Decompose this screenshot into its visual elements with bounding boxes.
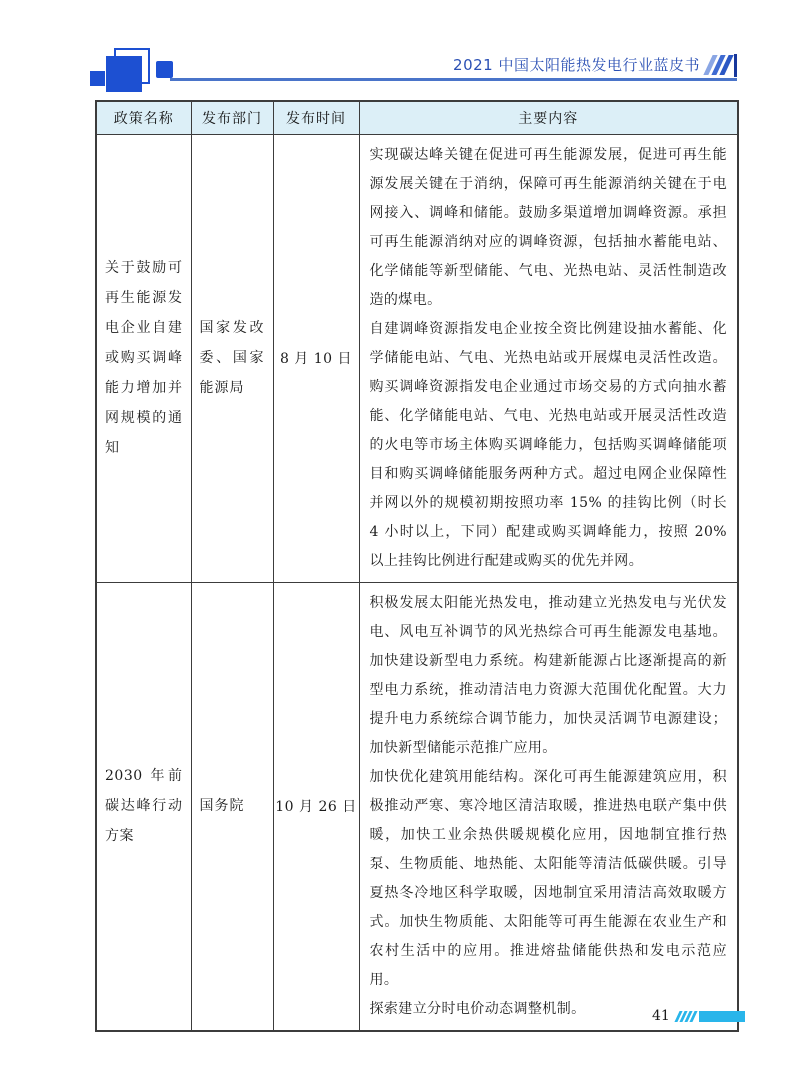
page-header [0, 0, 800, 100]
bluebook-logo [90, 46, 180, 98]
content-paragraph: 加快优化建筑用能结构。深化可再生能源建筑应用，积极推动严寒、寒冷地区清洁取暖，推进热电联产集中供暖，加快工业余热供暖规模化应用，因地制宜推行热泵、生物质能、地热能、太阳能等清洁低碳供暖。引导夏热冬冷地区科学取暖，因地制宜采用清洁高效取暖方式。加快生物质能、太阳能等可再生能源在农业生产和农村生活中的应用。推进熔盐储能供热和发电示范应用。 [369, 768, 727, 988]
running-head-title: 2021 中国太阳能热发电行业蓝皮书 [453, 56, 700, 74]
content-paragraph: 实现碳达峰关键在促进可再生能源发展，促进可再生能源发展关键在于消纳，保障可再生能源消纳关键在于电网接入、调峰和储能。鼓励多渠道增加调峰资源。承担可再生能源消纳对应的调峰资源，包括抽水蓄能电站、化学储能等新型储能、气电、光热电站、灵活性制造改造的煤电。 [369, 146, 727, 308]
logo-square-solid [106, 56, 142, 92]
column-header-main-content: 主要内容 [359, 101, 738, 134]
page-footer [0, 1004, 800, 1034]
footer-accent-decoration-icon [677, 1011, 745, 1022]
date-cell: 10 月 26 日 [273, 582, 359, 1031]
date-cell: 8 月 10 日 [273, 134, 359, 582]
content-paragraph: 积极发展太阳能光热发电，推动建立光热发电与光伏发电、风电互补调节的风光热综合可再生能源发电基地。加快建设新型电力系统。构建新能源占比逐渐提高的新型电力系统，推动清洁电力资源大范围优化配置。大力提升电力系统综合调节能力，加快灵活调节电源建设；加快新型储能示范推广应用。 [369, 594, 727, 756]
department-cell: 国家发改委、国家能源局 [191, 134, 273, 582]
logo-square-small-left [90, 71, 105, 86]
policy-name-cell: 2030 年前碳达峰行动方案 [96, 582, 191, 1031]
content-paragraph: 探索建立分时电价动态调整机制。 [369, 1000, 586, 1017]
footer-bar-icon [699, 1011, 745, 1022]
content-paragraph: 自建调峰资源指发电企业按全资比例建设抽水蓄能、化学储能电站、气电、光热电站或开展煤电灵活性改造。购买调峰资源指发电企业通过市场交易的方式向抽水蓄能、化学储能电站、气电、光热电站或开展灵活性改造的火电等市场主体购买调峰能力，包括购买调峰储能项目和购买调峰储能服务两种方式。超过电网企业保障性并网以外的规模初期按照功率 15% 的挂钩比例（时长 4 小时以上，下同）配建或购买调峰能力，按照 20% 以上挂钩比例进行配建或购买的优先并网。 [369, 320, 727, 569]
policy-table [95, 100, 739, 1032]
vertical-bar-icon [734, 54, 737, 77]
table-header-row [96, 101, 738, 134]
header-rule-line [170, 78, 737, 81]
logo-square-small-right [156, 61, 173, 78]
column-header-policy-name: 政策名称 [96, 101, 191, 134]
department-cell: 国务院 [191, 582, 273, 1031]
column-header-department: 发布部门 [191, 101, 273, 134]
table-row [96, 134, 738, 582]
table-row [96, 582, 738, 1031]
main-content-cell [359, 582, 738, 1031]
column-header-date: 发布时间 [273, 101, 359, 134]
page-number: 41 [652, 1008, 670, 1024]
header-slash-decoration-icon [708, 53, 737, 77]
main-content-cell [359, 134, 738, 582]
policy-name-cell: 关于鼓励可再生能源发电企业自建或购买调峰能力增加并网规模的通知 [96, 134, 191, 582]
